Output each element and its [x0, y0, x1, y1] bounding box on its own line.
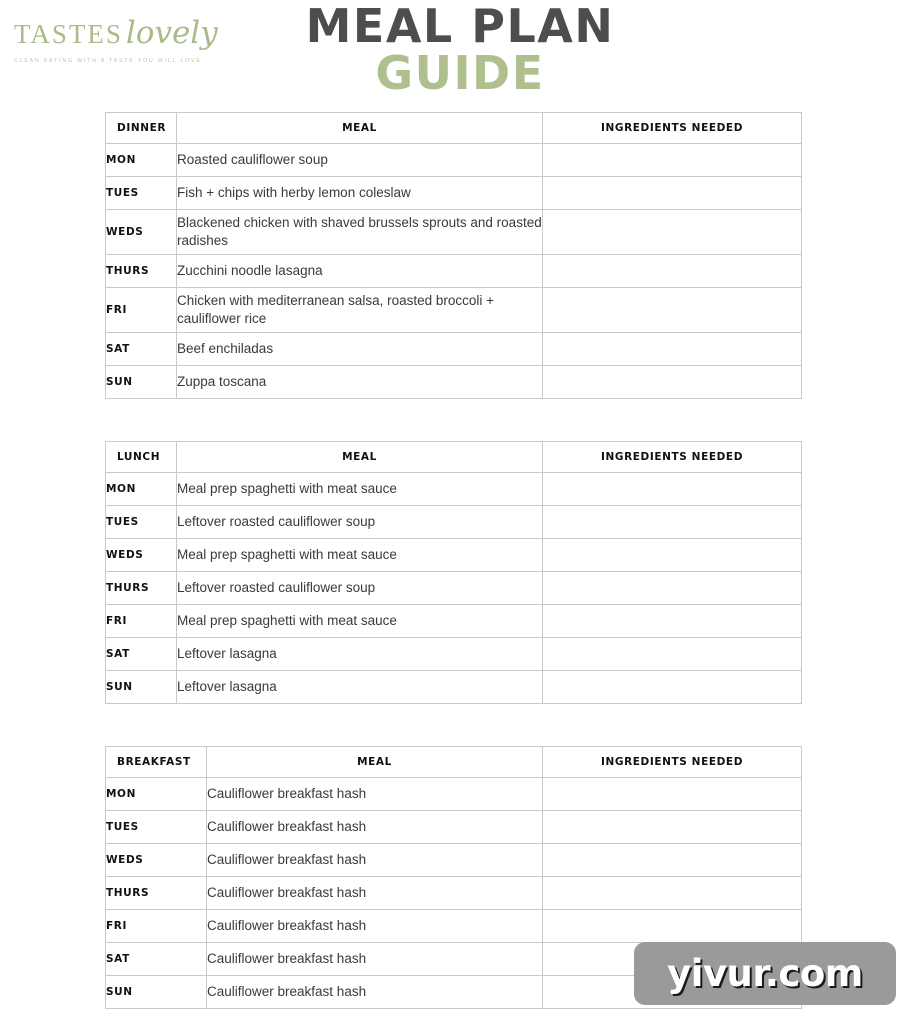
cell-meal: Meal prep spaghetti with meat sauce	[177, 605, 543, 638]
column-header-day: LUNCH	[106, 442, 177, 473]
table-header-row	[106, 442, 802, 473]
table-row	[106, 910, 802, 943]
cell-ingredients[interactable]	[543, 506, 802, 539]
page-header	[0, 0, 902, 112]
cell-day: MON	[106, 144, 177, 177]
cell-ingredients[interactable]	[543, 539, 802, 572]
cell-meal: Roasted cauliflower soup	[177, 144, 543, 177]
cell-meal: Cauliflower breakfast hash	[207, 943, 543, 976]
cell-meal: Zuppa toscana	[177, 366, 543, 399]
cell-day: WEDS	[106, 844, 207, 877]
cell-day: FRI	[106, 605, 177, 638]
meal-table-dinner	[105, 112, 802, 399]
cell-ingredients[interactable]	[543, 910, 802, 943]
table-row	[106, 288, 802, 333]
cell-day: TUES	[106, 811, 207, 844]
table-row	[106, 177, 802, 210]
table-row	[106, 255, 802, 288]
table-row	[106, 844, 802, 877]
cell-day: FRI	[106, 910, 207, 943]
cell-ingredients[interactable]	[543, 877, 802, 910]
cell-meal: Chicken with mediterranean salsa, roasted broccoli + cauliflower rice	[177, 288, 543, 333]
cell-ingredients[interactable]	[543, 605, 802, 638]
cell-day: WEDS	[106, 539, 177, 572]
cell-meal: Leftover roasted cauliflower soup	[177, 572, 543, 605]
cell-meal: Fish + chips with herby lemon coleslaw	[177, 177, 543, 210]
table-row	[106, 671, 802, 704]
cell-ingredients[interactable]	[543, 333, 802, 366]
cell-meal: Cauliflower breakfast hash	[207, 910, 543, 943]
meal-table-lunch	[105, 441, 802, 704]
cell-day: SAT	[106, 943, 207, 976]
table-header-row	[106, 747, 802, 778]
table-row	[106, 210, 802, 255]
column-header-ingredients: INGREDIENTS NEEDED	[543, 747, 802, 778]
page-title-line2: GUIDE	[375, 46, 545, 101]
cell-ingredients[interactable]	[543, 144, 802, 177]
page-title	[250, 0, 670, 101]
cell-day: THURS	[106, 255, 177, 288]
cell-meal: Beef enchiladas	[177, 333, 543, 366]
cell-day: TUES	[106, 506, 177, 539]
cell-ingredients[interactable]	[543, 473, 802, 506]
cell-day: SAT	[106, 333, 177, 366]
cell-meal: Cauliflower breakfast hash	[207, 877, 543, 910]
brand-name-script: lovely	[125, 15, 218, 51]
cell-meal: Cauliflower breakfast hash	[207, 976, 543, 1009]
table-row	[106, 572, 802, 605]
table-row	[106, 877, 802, 910]
column-header-meal: MEAL	[207, 747, 543, 778]
watermark-text: yivur.com	[667, 952, 863, 995]
cell-meal: Leftover lasagna	[177, 671, 543, 704]
cell-ingredients[interactable]	[543, 572, 802, 605]
cell-meal: Meal prep spaghetti with meat sauce	[177, 473, 543, 506]
table-header-row	[106, 113, 802, 144]
table-row	[106, 144, 802, 177]
cell-day: WEDS	[106, 210, 177, 255]
table-row	[106, 539, 802, 572]
cell-ingredients[interactable]	[543, 255, 802, 288]
table-row	[106, 506, 802, 539]
cell-day: TUES	[106, 177, 177, 210]
meal-tables-container	[0, 112, 902, 1009]
table-row	[106, 473, 802, 506]
cell-day: SAT	[106, 638, 177, 671]
cell-ingredients[interactable]	[543, 366, 802, 399]
table-row	[106, 333, 802, 366]
brand-tagline: CLEAN EATING WITH A TASTE YOU WILL LOVE	[14, 58, 202, 64]
cell-day: FRI	[106, 288, 177, 333]
table-row	[106, 366, 802, 399]
cell-day: MON	[106, 778, 207, 811]
cell-day: SUN	[106, 671, 177, 704]
cell-meal: Zucchini noodle lasagna	[177, 255, 543, 288]
cell-ingredients[interactable]	[543, 288, 802, 333]
cell-meal: Leftover roasted cauliflower soup	[177, 506, 543, 539]
cell-ingredients[interactable]	[543, 671, 802, 704]
brand-name	[14, 15, 218, 51]
cell-meal: Leftover lasagna	[177, 638, 543, 671]
column-header-ingredients: INGREDIENTS NEEDED	[543, 442, 802, 473]
cell-day: MON	[106, 473, 177, 506]
brand-logo	[14, 15, 218, 64]
cell-ingredients[interactable]	[543, 210, 802, 255]
cell-meal: Meal prep spaghetti with meat sauce	[177, 539, 543, 572]
page-title-line1: MEAL PLAN	[305, 0, 615, 53]
cell-day: SUN	[106, 976, 207, 1009]
column-header-meal: MEAL	[177, 442, 543, 473]
cell-ingredients[interactable]	[543, 778, 802, 811]
column-header-day: BREAKFAST	[106, 747, 207, 778]
cell-ingredients[interactable]	[543, 811, 802, 844]
cell-day: THURS	[106, 572, 177, 605]
brand-name-primary: TASTES	[14, 19, 123, 49]
cell-ingredients[interactable]	[543, 844, 802, 877]
cell-day: SUN	[106, 366, 177, 399]
cell-ingredients[interactable]	[543, 638, 802, 671]
cell-meal: Cauliflower breakfast hash	[207, 844, 543, 877]
column-header-ingredients: INGREDIENTS NEEDED	[543, 113, 802, 144]
cell-meal: Cauliflower breakfast hash	[207, 811, 543, 844]
watermark	[634, 942, 896, 1005]
table-row	[106, 811, 802, 844]
cell-meal: Blackened chicken with shaved brussels sprouts and roasted radishes	[177, 210, 543, 255]
column-header-day: DINNER	[106, 113, 177, 144]
table-row	[106, 778, 802, 811]
table-row	[106, 605, 802, 638]
column-header-meal: MEAL	[177, 113, 543, 144]
cell-ingredients[interactable]	[543, 177, 802, 210]
table-row	[106, 638, 802, 671]
cell-meal: Cauliflower breakfast hash	[207, 778, 543, 811]
cell-day: THURS	[106, 877, 207, 910]
